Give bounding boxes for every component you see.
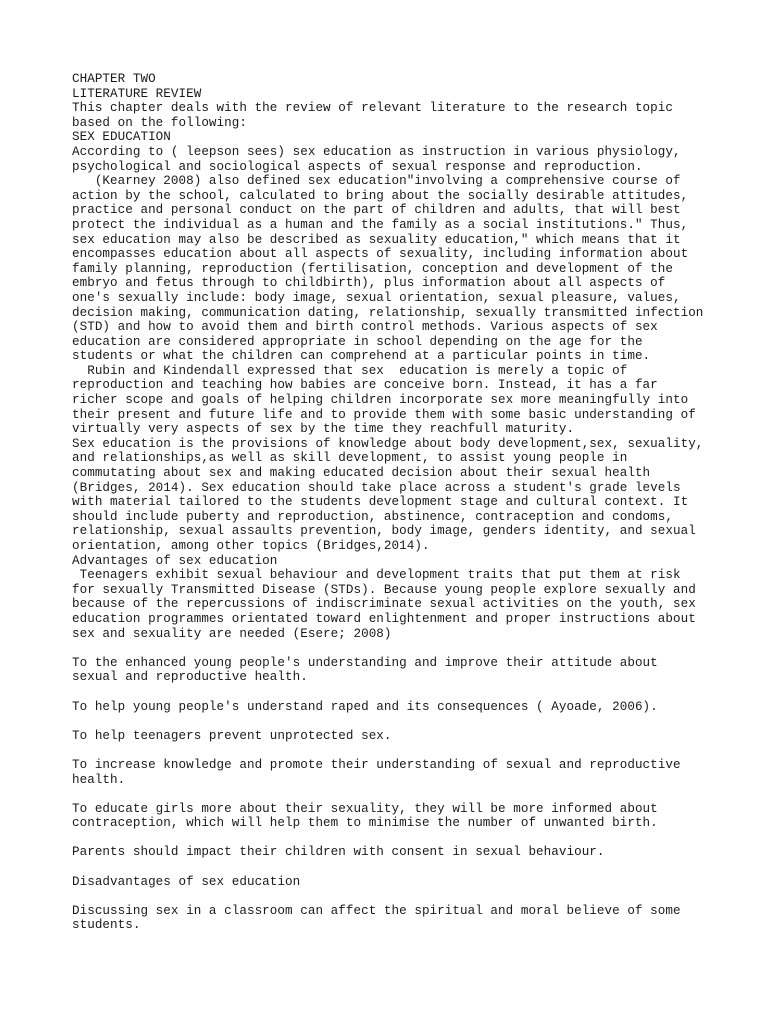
text-line: LITERATURE REVIEW	[72, 86, 202, 101]
text-line: for sexually Transmitted Disease (STDs). Because young people explore sexually and	[72, 582, 696, 597]
text-line: relationship, sexual assaults prevention, body image, genders identity, and sexual	[72, 524, 696, 539]
text-line: students.	[72, 918, 141, 933]
blank-line	[72, 743, 712, 758]
text-line: education programmes orientated toward enlightenment and proper instructions about	[72, 611, 696, 626]
text-line: According to ( leepson sees) sex education as instruction in various physiology,	[72, 144, 681, 159]
text-line: Sex education is the provisions of knowledge about body development,sex, sexuality,	[72, 436, 704, 451]
text-line: sex and sexuality are needed (Esere; 2008)	[72, 626, 392, 641]
text-line: richer scope and goals of helping children incorporate sex more meaningfully into	[72, 393, 689, 408]
text-line: action by the school, calculated to bring about the socially desirable attitudes,	[72, 188, 689, 203]
text-line: (Bridges, 2014). Sex education should take place across a student's grade levels	[72, 480, 681, 495]
text-line: virtually very aspects of sex by the time they reachfull maturity.	[72, 422, 575, 437]
text-line: their present and future life and to provide them with some basic understanding of	[72, 407, 696, 422]
text-line: based on the following:	[72, 115, 247, 130]
text-line: reproduction and teaching how babies are conceive born. Instead, it has a far	[72, 378, 658, 393]
text-line: To increase knowledge and promote their understanding of sexual and reproductive	[72, 757, 681, 772]
text-line: To help teenagers prevent unprotected sex.	[72, 728, 392, 743]
text-line: (Kearney 2008) also defined sex education"involving a comprehensive course of	[72, 174, 681, 189]
text-line: decision making, communication dating, relationship, sexually transmitted infection	[72, 305, 704, 320]
text-line: Advantages of sex education	[72, 553, 278, 568]
text-line: Teenagers exhibit sexual behaviour and development traits that put them at risk	[72, 568, 681, 583]
text-line: commutating about sex and making educated decision about their sexual health	[72, 466, 651, 481]
text-line: family planning, reproduction (fertilisation, conception and development of the	[72, 261, 673, 276]
text-line: practice and personal conduct on the part of children and adults, that will best	[72, 203, 681, 218]
text-line: with material tailored to the students development stage and cultural context. It	[72, 495, 689, 510]
blank-line	[72, 641, 712, 656]
text-line: encompasses education about all aspects of sexuality, including information about	[72, 247, 689, 262]
text-line: Discussing sex in a classroom can affect the spiritual and moral believe of some	[72, 903, 681, 918]
text-line: sexual and reproductive health.	[72, 670, 308, 685]
text-line: health.	[72, 772, 126, 787]
text-line: SEX EDUCATION	[72, 130, 171, 145]
text-line: This chapter deals with the review of relevant literature to the research topic	[72, 101, 673, 116]
text-line: psychological and sociological aspects of sexual response and reproduction.	[72, 159, 643, 174]
blank-line	[72, 860, 712, 875]
blank-line	[72, 889, 712, 904]
text-line: because of the repercussions of indiscriminate sexual activities on the youth, sex	[72, 597, 696, 612]
text-line: protect the individual as a human and the family as a social institutions." Thus,	[72, 217, 689, 232]
blank-line	[72, 831, 712, 846]
text-line: To help young people's understand raped and its consequences ( Ayoade, 2006).	[72, 699, 658, 714]
text-line: To educate girls more about their sexuality, they will be more informed about	[72, 801, 658, 816]
text-line: Parents should impact their children with consent in sexual behaviour.	[72, 845, 605, 860]
text-line: education are considered appropriate in school depending on the age for the	[72, 334, 643, 349]
text-line: Rubin and Kindendall expressed that sex education is merely a topic of	[72, 363, 628, 378]
text-line: contraception, which will help them to minimise the number of unwanted birth.	[72, 816, 658, 831]
text-line: Disadvantages of sex education	[72, 874, 301, 889]
text-line: sex education may also be described as sexuality education," which means that it	[72, 232, 681, 247]
blank-line	[72, 714, 712, 729]
text-line: one's sexually include: body image, sexual orientation, sexual pleasure, values,	[72, 290, 681, 305]
blank-line	[72, 685, 712, 700]
text-line: (STD) and how to avoid them and birth control methods. Various aspects of sex	[72, 320, 658, 335]
text-line: and relationships,as well as skill development, to assist young people in	[72, 451, 628, 466]
text-line: To the enhanced young people's understanding and improve their attitude about	[72, 655, 658, 670]
text-line: CHAPTER TWO	[72, 72, 156, 86]
blank-line	[72, 787, 712, 802]
text-line: orientation, among other topics (Bridges,2014).	[72, 539, 430, 553]
text-line: embryo and fetus through to childbirth), plus information about all aspects of	[72, 276, 666, 291]
text-line: students or what the children can comprehend at a particular points in time.	[72, 349, 651, 364]
text-line: should include puberty and reproduction, abstinence, contraception and condoms,	[72, 509, 673, 524]
document-page	[72, 72, 712, 933]
